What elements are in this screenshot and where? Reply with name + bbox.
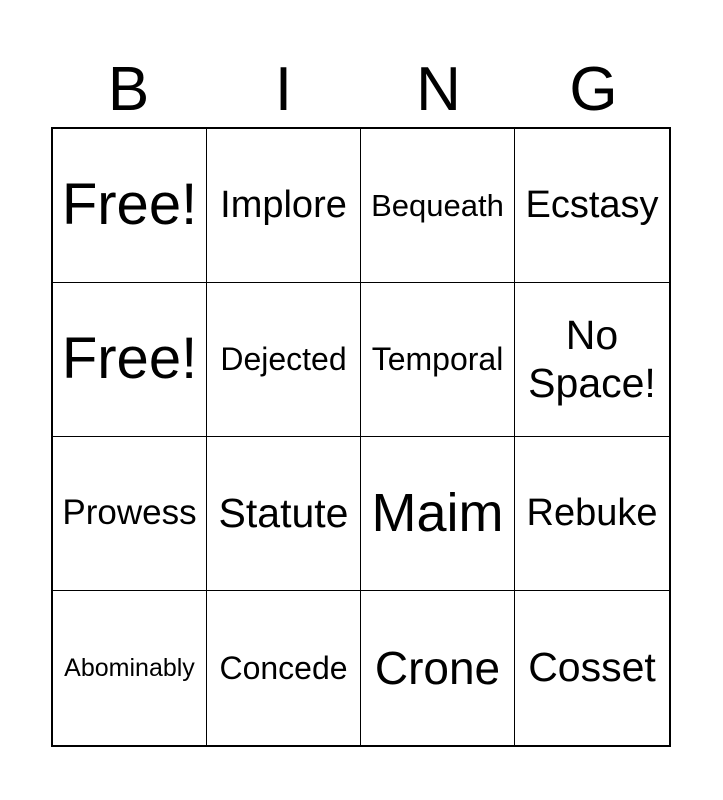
bingo-cell[interactable]: Implore — [207, 129, 361, 283]
bingo-cell[interactable]: Maim — [361, 437, 515, 591]
bingo-cell[interactable]: Abominably — [53, 591, 207, 745]
header-letter-n: N — [416, 55, 461, 124]
bingo-cell[interactable]: Statute — [207, 437, 361, 591]
bingo-cell[interactable]: Dejected — [207, 283, 361, 437]
bingo-cell[interactable]: Temporal — [361, 283, 515, 437]
bingo-cell[interactable]: Crone — [361, 591, 515, 745]
bingo-cell[interactable]: Prowess — [53, 437, 207, 591]
header-letter-g: G — [569, 55, 618, 124]
bingo-cell[interactable]: No Space! — [515, 283, 669, 437]
bingo-cell-free[interactable]: Free! — [53, 283, 207, 437]
bingo-cell[interactable]: Concede — [207, 591, 361, 745]
bingo-cell[interactable]: Rebuke — [515, 437, 669, 591]
bingo-cell[interactable]: Ecstasy — [515, 129, 669, 283]
header-letter-i: I — [274, 55, 293, 124]
bingo-card-grid — [51, 127, 671, 747]
header-letter-b: B — [107, 55, 150, 124]
bingo-header — [51, 52, 671, 128]
bingo-cell-free[interactable]: Free! — [53, 129, 207, 283]
bingo-cell[interactable]: Bequeath — [361, 129, 515, 283]
bingo-cell[interactable]: Cosset — [528, 644, 656, 691]
